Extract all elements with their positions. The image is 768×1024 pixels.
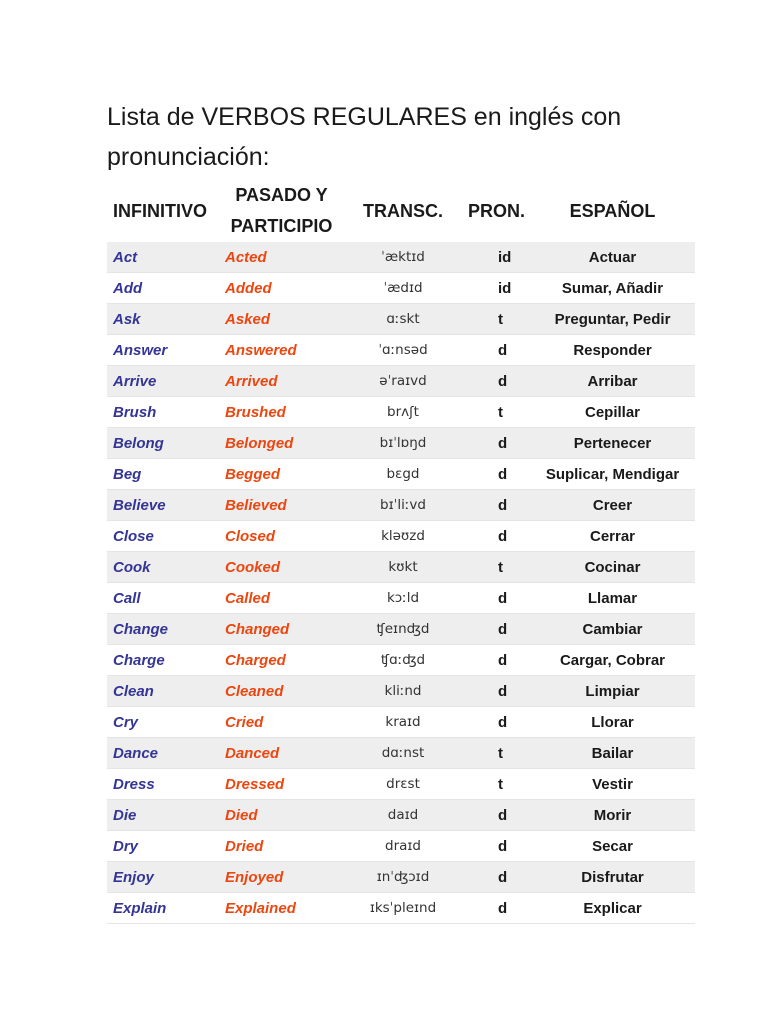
infinitive-cell: Add (107, 273, 219, 304)
table-row (107, 397, 695, 428)
infinitive-cell: Die (107, 800, 219, 831)
pronunciation-cell: d (462, 614, 530, 645)
header-pasado-line2: PARTICIPIO (230, 216, 333, 236)
infinitive-cell: Dance (107, 738, 219, 769)
past-participle-cell: Charged (219, 645, 344, 676)
transcription-cell: ˈɑːnsəd (344, 335, 462, 366)
table-row (107, 583, 695, 614)
past-participle-cell: Died (219, 800, 344, 831)
transcription-cell: əˈraɪvd (344, 366, 462, 397)
spanish-cell: Actuar (530, 242, 695, 273)
past-participle-cell: Begged (219, 459, 344, 490)
header-row (107, 180, 695, 242)
past-participle-cell: Belonged (219, 428, 344, 459)
pronunciation-cell: id (462, 273, 530, 304)
transcription-cell: brʌʃt (344, 397, 462, 428)
spanish-cell: Bailar (530, 738, 695, 769)
table-row (107, 893, 695, 924)
table-row (107, 304, 695, 335)
table-row (107, 335, 695, 366)
transcription-cell: daɪd (344, 800, 462, 831)
spanish-cell: Llorar (530, 707, 695, 738)
past-participle-cell: Cried (219, 707, 344, 738)
header-transc: TRANSC. (363, 200, 443, 221)
infinitive-cell: Brush (107, 397, 219, 428)
transcription-cell: kləʊzd (344, 521, 462, 552)
transcription-cell: ʧɑːʤd (344, 645, 462, 676)
table-row (107, 273, 695, 304)
transcription-cell: kraɪd (344, 707, 462, 738)
pronunciation-cell: d (462, 583, 530, 614)
table-row (107, 645, 695, 676)
spanish-cell: Cocinar (530, 552, 695, 583)
pronunciation-cell: d (462, 800, 530, 831)
infinitive-cell: Beg (107, 459, 219, 490)
table-row (107, 242, 695, 273)
transcription-cell: kʊkt (344, 552, 462, 583)
transcription-cell: kɔːld (344, 583, 462, 614)
table-row (107, 769, 695, 800)
past-participle-cell: Arrived (219, 366, 344, 397)
table-row (107, 459, 695, 490)
infinitive-cell: Belong (107, 428, 219, 459)
transcription-cell: drɛst (344, 769, 462, 800)
pronunciation-cell: t (462, 304, 530, 335)
infinitive-cell: Clean (107, 676, 219, 707)
pronunciation-cell: d (462, 335, 530, 366)
transcription-cell: draɪd (344, 831, 462, 862)
spanish-cell: Secar (530, 831, 695, 862)
spanish-cell: Arribar (530, 366, 695, 397)
transcription-cell: ɑːskt (344, 304, 462, 335)
spanish-cell: Suplicar, Mendigar (530, 459, 695, 490)
transcription-cell: bɪˈliːvd (344, 490, 462, 521)
infinitive-cell: Close (107, 521, 219, 552)
infinitive-cell: Explain (107, 893, 219, 924)
transcription-cell: kliːnd (344, 676, 462, 707)
header-pron: PRON. (468, 200, 526, 221)
table-row (107, 552, 695, 583)
pronunciation-cell: d (462, 707, 530, 738)
table-row (107, 831, 695, 862)
pronunciation-cell: d (462, 645, 530, 676)
past-participle-cell: Cooked (219, 552, 344, 583)
spanish-cell: Limpiar (530, 676, 695, 707)
header-pasado-participio (219, 180, 344, 242)
infinitive-cell: Ask (107, 304, 219, 335)
spanish-cell: Explicar (530, 893, 695, 924)
table-row (107, 738, 695, 769)
past-participle-cell: Brushed (219, 397, 344, 428)
infinitive-cell: Cook (107, 552, 219, 583)
infinitive-cell: Enjoy (107, 862, 219, 893)
spanish-cell: Responder (530, 335, 695, 366)
pronunciation-cell: t (462, 769, 530, 800)
infinitive-cell: Believe (107, 490, 219, 521)
past-participle-cell: Answered (219, 335, 344, 366)
past-participle-cell: Cleaned (219, 676, 344, 707)
spanish-cell: Sumar, Añadir (530, 273, 695, 304)
pronunciation-cell: d (462, 366, 530, 397)
pronunciation-cell: t (462, 738, 530, 769)
infinitive-cell: Arrive (107, 366, 219, 397)
infinitive-cell: Act (107, 242, 219, 273)
transcription-cell: ɪnˈʤɔɪd (344, 862, 462, 893)
spanish-cell: Cambiar (530, 614, 695, 645)
pronunciation-cell: t (462, 397, 530, 428)
past-participle-cell: Added (219, 273, 344, 304)
table-row (107, 490, 695, 521)
table-row (107, 800, 695, 831)
spanish-cell: Cepillar (530, 397, 695, 428)
table-row (107, 707, 695, 738)
pronunciation-cell: d (462, 676, 530, 707)
past-participle-cell: Dressed (219, 769, 344, 800)
past-participle-cell: Danced (219, 738, 344, 769)
pronunciation-cell: id (462, 242, 530, 273)
pronunciation-cell: d (462, 862, 530, 893)
spanish-cell: Pertenecer (530, 428, 695, 459)
table-row (107, 676, 695, 707)
table-row (107, 521, 695, 552)
past-participle-cell: Explained (219, 893, 344, 924)
transcription-cell: dɑːnst (344, 738, 462, 769)
pronunciation-cell: d (462, 893, 530, 924)
header-pasado-line1: PASADO Y (235, 185, 328, 205)
table-row (107, 862, 695, 893)
pronunciation-cell: d (462, 490, 530, 521)
spanish-cell: Preguntar, Pedir (530, 304, 695, 335)
past-participle-cell: Closed (219, 521, 344, 552)
table-header (107, 180, 695, 242)
page-title: Lista de VERBOS REGULARES en inglés con pronunciación: (107, 103, 622, 171)
past-participle-cell: Enjoyed (219, 862, 344, 893)
infinitive-cell: Cry (107, 707, 219, 738)
spanish-cell: Creer (530, 490, 695, 521)
spanish-cell: Cerrar (530, 521, 695, 552)
header-infinitivo: INFINITIVO (113, 200, 207, 221)
infinitive-cell: Dry (107, 831, 219, 862)
past-participle-cell: Called (219, 583, 344, 614)
table-row (107, 614, 695, 645)
spanish-cell: Morir (530, 800, 695, 831)
spanish-cell: Llamar (530, 583, 695, 614)
transcription-cell: bɪˈlɒŋd (344, 428, 462, 459)
transcription-cell: ˈæktɪd (344, 242, 462, 273)
past-participle-cell: Changed (219, 614, 344, 645)
pronunciation-cell: d (462, 521, 530, 552)
transcription-cell: ɪksˈpleɪnd (344, 893, 462, 924)
past-participle-cell: Believed (219, 490, 344, 521)
infinitive-cell: Charge (107, 645, 219, 676)
spanish-cell: Cargar, Cobrar (530, 645, 695, 676)
spanish-cell: Disfrutar (530, 862, 695, 893)
transcription-cell: ˈædɪd (344, 273, 462, 304)
infinitive-cell: Answer (107, 335, 219, 366)
header-espanol: ESPAÑOL (569, 200, 656, 221)
verb-table (107, 180, 695, 924)
transcription-cell: ʧeɪnʤd (344, 614, 462, 645)
table-body (107, 242, 695, 924)
transcription-cell: bɛgd (344, 459, 462, 490)
past-participle-cell: Dried (219, 831, 344, 862)
infinitive-cell: Call (107, 583, 219, 614)
infinitive-cell: Dress (107, 769, 219, 800)
table-row (107, 428, 695, 459)
past-participle-cell: Asked (219, 304, 344, 335)
pronunciation-cell: d (462, 459, 530, 490)
table-row (107, 366, 695, 397)
past-participle-cell: Acted (219, 242, 344, 273)
infinitive-cell: Change (107, 614, 219, 645)
spanish-cell: Vestir (530, 769, 695, 800)
pronunciation-cell: d (462, 831, 530, 862)
pronunciation-cell: t (462, 552, 530, 583)
pronunciation-cell: d (462, 428, 530, 459)
